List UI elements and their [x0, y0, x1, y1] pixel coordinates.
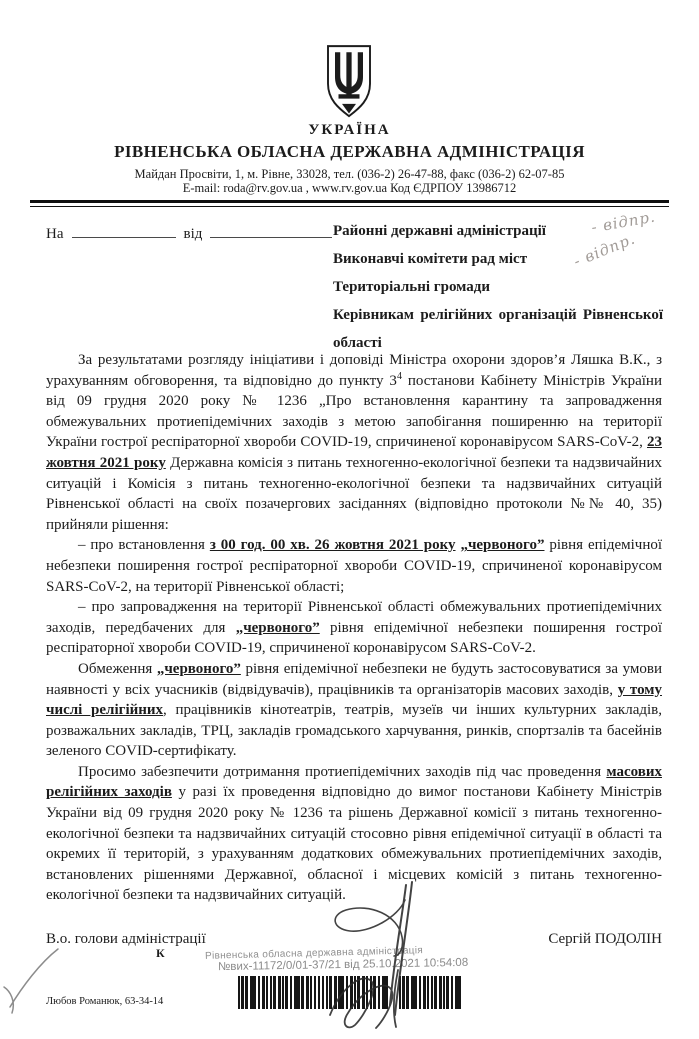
addressee-line: Районні державні адміністрації	[333, 223, 546, 239]
reference-line	[46, 224, 332, 243]
signer-name: Сергій ПОДОЛІН	[548, 931, 662, 947]
ukraine-trident-icon	[321, 42, 377, 122]
handwritten-signature	[310, 855, 520, 1039]
reference-vid-label: від	[183, 226, 203, 242]
header-divider	[30, 200, 669, 207]
executor-contact: Любов Романюк, 63-34-14	[46, 996, 164, 1007]
addressee-line: Виконавчі комітети рад міст	[333, 251, 528, 267]
reference-na-label: На	[46, 226, 64, 242]
org-name: РІВНЕНСЬКА ОБЛАСНА ДЕРЖАВНА АДМІНІСТРАЦІЯ	[114, 142, 585, 161]
body-paragraph: – про запровадження на території Рівненської області обмежувальних протиепідемічних заходів, передбачених для „червоного” рівня епідемічної небезпеки поширення гострої респіраторної хвороби COVID-19, спричиненої коронавірусом SARS-CoV-2.	[46, 599, 662, 657]
body-paragraph: Просимо забезпечити дотримання протиепідемічних заходів під час проведення масових релігійних заходів у разі їх проведення відповідно до вимог постанови Кабінету Міністрів України від 09 грудня 2020 року № 1236 та рішень Державної комісії з питань техногенно-екологічної безпеки та надзвичайних ситуацій стосовно рівня епідемічної ситуації в області та окремих її територій, з урахуванням додаткових обмежувальних протиепідемічних заходів, встановлених рішеннями Державної, обласної і місцевих комісій з питань техногенно-екологічної безпеки та надзвичайних ситуацій.	[46, 763, 662, 904]
registration-stamp-org: Рівненська обласна державна адміністрація	[204, 945, 424, 962]
reference-number-blank	[72, 224, 176, 238]
body-paragraph: Обмеження „червоного” рівня епідемічної небезпеки не будуть застосовуватися за умови наявності у всіх учасників (відвідувачів), працівників та організаторів масових заходів, у тому числі релігійних, працівників кінотеатрів, театрів, музеїв чи інших культурних закладів, розважальних закладів, ТРЦ, закладів громадського харчування, ринків, спортзалів та басейнів зеленого COVID-сертифікату.	[46, 660, 662, 760]
signer-position: В.о. голови адміністрації	[46, 931, 206, 947]
handwritten-annotation: - відпр.	[570, 229, 638, 271]
addressee-line: Територіальні громади	[333, 279, 491, 295]
pencil-mark	[0, 935, 70, 1025]
stamp-k-mark: К	[156, 946, 165, 960]
registration-stamp-number: №вих-11172/0/01-37/21 від 25.10.2021 10:54:08	[217, 956, 469, 974]
reference-date-blank	[210, 224, 332, 238]
org-address: Майдан Просвіти, 1, м. Рівне, 33028, тел. (036-2) 26-47-88, факс (036-2) 62-07-85	[134, 167, 565, 181]
body-paragraph: – про встановлення з 00 год. 00 хв. 26 жовтня 2021 року „червоного” рівня епідемічної небезпеки поширення гострої респіраторної хвороби COVID-19, спричиненої коронавірусом SARS-CoV-2, на території Рівненської області;	[46, 537, 663, 595]
org-contacts: E-mail: roda@rv.gov.ua , www.rv.gov.ua Код ЄДРПОУ 13986712	[182, 181, 517, 195]
body-paragraph: За результатами розгляду ініціативи і доповіді Міністра охорони здоров’я Ляшка В.К., з урахуванням обговорення, та відповідно до пункту $3^4$ постанови Кабінету Міністрів України від 09 грудня 2020 року № 1236 „Про встановлення карантину та запровадження обмежувальних протиепідемічних заходів з метою запобігання поширенню на території України гострої респіраторної хвороби COVID-19, спричиненої коронавірусом SARS-CoV-2, 23 жовтня 2021 року Державна комісія з питань техногенно-екологічної безпеки та надзвичайних ситуацій і Комісія з питань техногенно-екологічної безпеки та надзвичайних ситуацій Рівненської області на своїх позачергових засіданнях (відповідно протоколи №№ 40, 35) прийняли рішення:	[46, 352, 662, 533]
letter-body	[46, 350, 662, 906]
handwritten-annotation: - відпр.	[589, 207, 657, 237]
addressee-line: Керівникам релігійних організацій Рівненської області	[333, 307, 663, 351]
country-name: УКРАЇНА	[308, 122, 391, 138]
